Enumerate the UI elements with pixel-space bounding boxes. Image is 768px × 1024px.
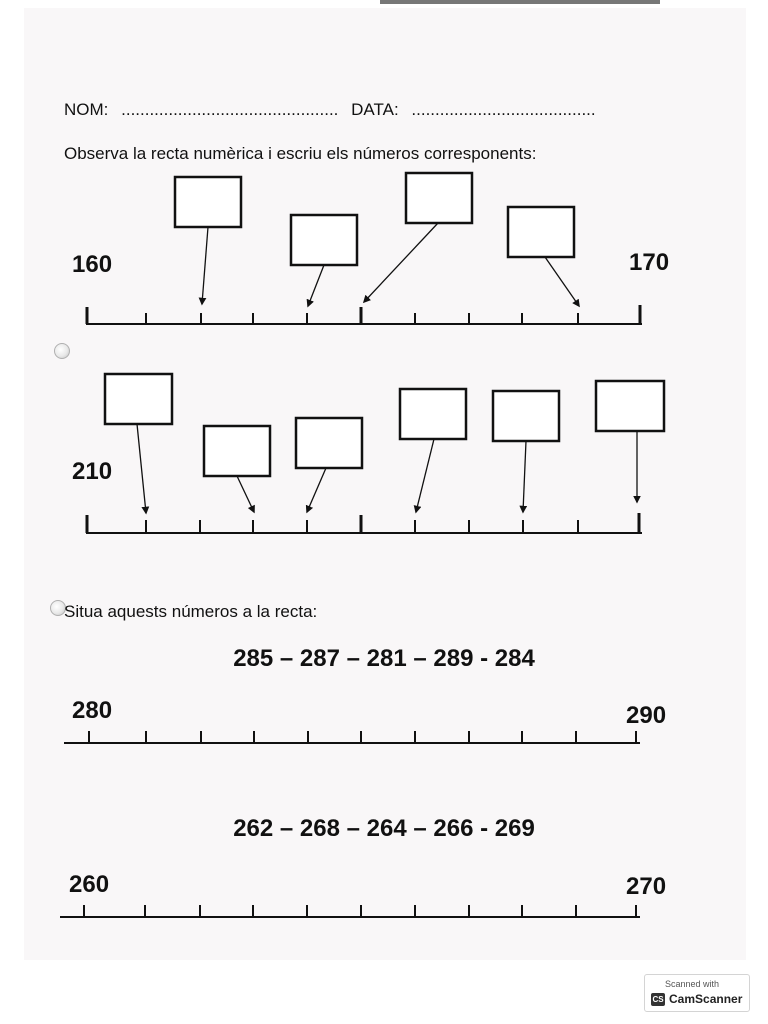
date-field[interactable]: ....................................... (411, 100, 596, 119)
instruction-place: Situa aquests números a la recta: (64, 602, 318, 621)
numbers-to-place-2: 262 – 268 – 264 – 266 - 269 (233, 815, 535, 842)
name-field[interactable]: .............................................. (121, 100, 339, 119)
number-line-280-290[interactable] (64, 731, 640, 743)
camscanner-watermark (644, 974, 750, 1012)
answer-box[interactable] (400, 389, 466, 439)
answer-box[interactable] (406, 173, 472, 223)
line4-start-label: 260 (69, 871, 110, 898)
line4-end-label: 270 (626, 873, 667, 900)
camscanner-text: CamScanner (669, 992, 743, 1006)
date-label: DATA: (351, 100, 399, 119)
answer-box[interactable] (175, 177, 241, 227)
answer-box[interactable] (296, 418, 362, 468)
answer-boxes-line2[interactable] (105, 374, 664, 476)
numbers-to-place-1: 285 – 287 – 281 – 289 - 284 (233, 645, 535, 672)
number-line-260-270[interactable] (60, 905, 640, 917)
instruction-observe: Observa la recta numèrica i escriu els números corresponents: (64, 144, 537, 163)
number-line-210 (86, 513, 642, 533)
number-line-160-170 (86, 305, 642, 324)
name-label: NOM: (64, 100, 109, 119)
answer-box[interactable] (291, 215, 357, 265)
line3-start-label: 280 (72, 697, 113, 724)
scanned-with-text: Scanned with (665, 979, 720, 989)
answer-box[interactable] (105, 374, 172, 424)
answer-box[interactable] (596, 381, 664, 431)
line2-start-label: 210 (72, 458, 113, 485)
answer-box[interactable] (204, 426, 270, 476)
answer-box[interactable] (508, 207, 574, 257)
camscanner-logo-icon: CS (652, 995, 664, 1004)
line3-end-label: 290 (626, 702, 667, 729)
line1-end-label: 170 (629, 249, 670, 276)
answer-boxes-line1[interactable] (175, 173, 574, 265)
answer-box[interactable] (493, 391, 559, 441)
line1-start-label: 160 (72, 251, 113, 278)
